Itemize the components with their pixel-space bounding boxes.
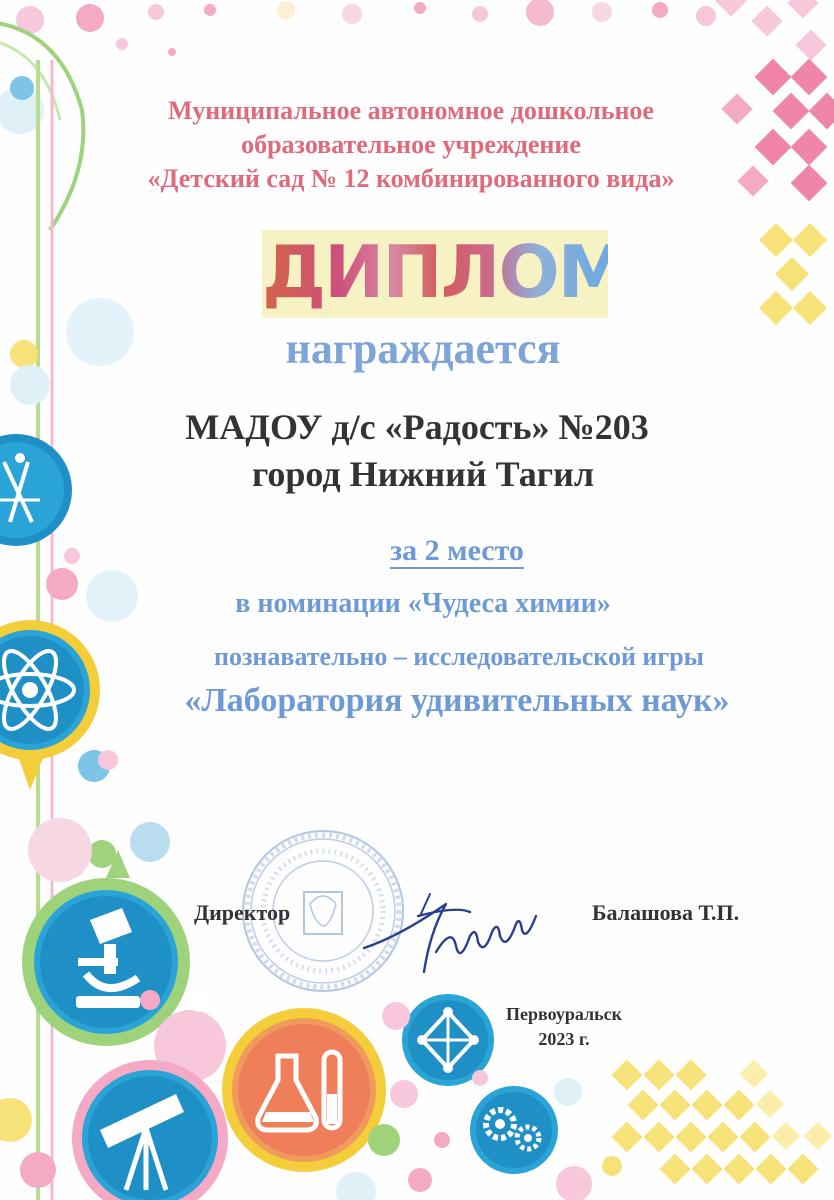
awarded-label: награждается <box>285 324 561 373</box>
organization-line-3: «Детский сад № 12 комбинированного вида» <box>147 164 675 193</box>
microscope-icon <box>22 850 190 1046</box>
right-yellow-diamonds <box>759 223 827 325</box>
issue-year: 2023 г. <box>538 1029 590 1049</box>
gears-icon <box>470 1086 558 1174</box>
director-name: Балашова Т.П. <box>592 900 740 925</box>
award-place-text: за 2 место <box>390 534 524 567</box>
flask-icon <box>222 1008 386 1172</box>
telescope-icon <box>72 1060 228 1200</box>
award-place <box>40 532 834 570</box>
director-signature <box>360 876 560 986</box>
award-nomination: в номинации «Чудеса химии» <box>235 588 611 619</box>
director-title: Директор <box>194 900 291 925</box>
top-dots <box>16 0 716 56</box>
organization-line-1: Муниципальное автономное дошкольное <box>168 96 654 125</box>
game-name: «Лаборатория удивительных наук» <box>184 682 730 719</box>
issue-city: Первоуральск <box>505 1004 623 1024</box>
recipient-name: МАДОУ д/с «Радость» №203 <box>185 407 649 447</box>
game-type: познавательно – исследовательской игры <box>214 642 704 671</box>
bottom-right-diamonds <box>611 1059 832 1184</box>
diploma-title: ДИПЛОМ <box>262 226 608 318</box>
recipient-city: город Нижний Тагил <box>251 454 595 494</box>
organization-line-2: образовательное учреждение <box>241 130 581 159</box>
